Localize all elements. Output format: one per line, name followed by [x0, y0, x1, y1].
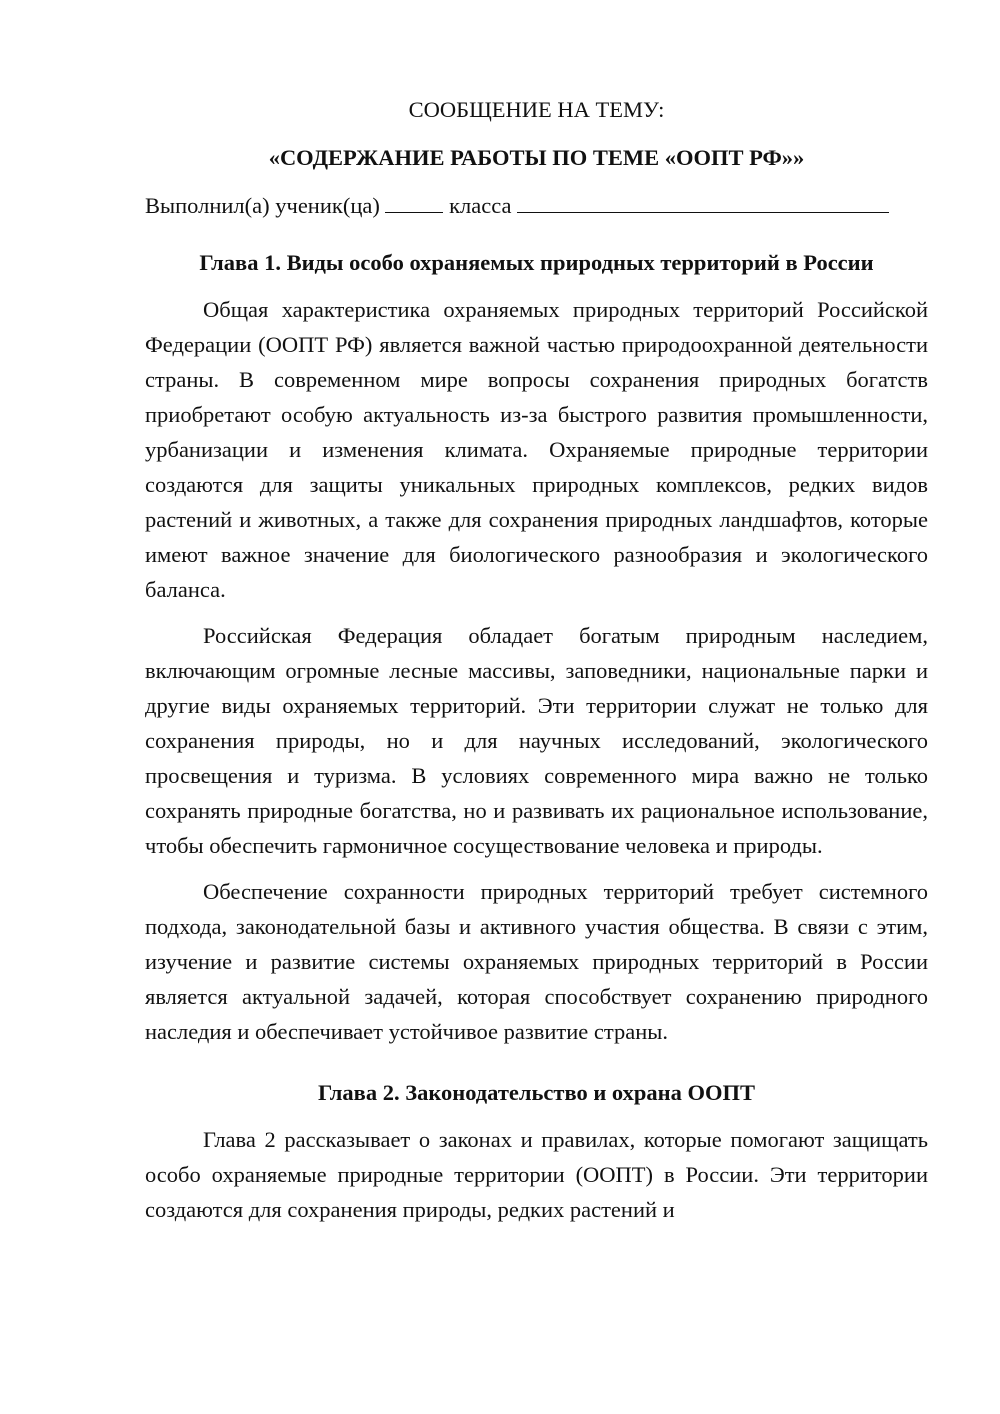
author-line — [145, 188, 928, 223]
document-page — [145, 92, 928, 1227]
class-label: класса — [449, 193, 512, 218]
student-name-blank — [517, 190, 889, 213]
author-label: Выполнил(а) ученик(ца) — [145, 193, 380, 218]
document-title: СООБЩЕНИЕ НА ТЕМУ: — [408, 97, 665, 122]
document-subtitle: «СОДЕРЖАНИЕ РАБОТЫ ПО ТЕМЕ «ООПТ РФ»» — [268, 145, 805, 170]
chapter-2-paragraph-1: Глава 2 рассказывает о законах и правилах, которые помогают защищать особо охраняемые природные территории (ООПТ) в России. Эти территории создаются для сохранения природы, редких растений и — [145, 1127, 928, 1222]
chapter-1-heading: Глава 1. Виды особо охраняемых природных территорий в России — [199, 250, 874, 275]
chapter-1-paragraph-2: Российская Федерация обладает богатым природным наследием, включающим огромные лесные массивы, заповедники, национальные парки и другие виды охраняемых территорий. Эти территории служат не только для сохранения природы, но и для научных исследований, экологического просвещения и туризма. В условиях современного мира важно не только сохранять природные богатства, но и развивать их рациональное использование, чтобы обеспечить гармоничное сосуществование человека и природы. — [145, 623, 928, 858]
class-number-blank — [385, 190, 443, 213]
chapter-1-paragraph-3: Обеспечение сохранности природных территорий требует системного подхода, законодательной базы и активного участия общества. В связи с этим, изучение и развитие системы охраняемых природных территорий в России является актуальной задачей, которая способствует сохранению природного наследия и обеспечивает устойчивое развитие страны. — [145, 879, 928, 1044]
chapter-2-heading: Глава 2. Законодательство и охрана ООПТ — [318, 1080, 755, 1105]
chapter-1-paragraph-1: Общая характеристика охраняемых природных территорий Российской Федерации (ООПТ РФ) является важной частью природоохранной деятельности страны. В современном мире вопросы сохранения природных богатств приобретают особую актуальность из-за быстрого развития промышленности, урбанизации и изменения климата. Охраняемые природные территории создаются для защиты уникальных природных комплексов, редких видов растений и животных, а также для сохранения природных ландшафтов, которые имеют важное значение для биологического разнообразия и экологического баланса. — [145, 297, 928, 602]
